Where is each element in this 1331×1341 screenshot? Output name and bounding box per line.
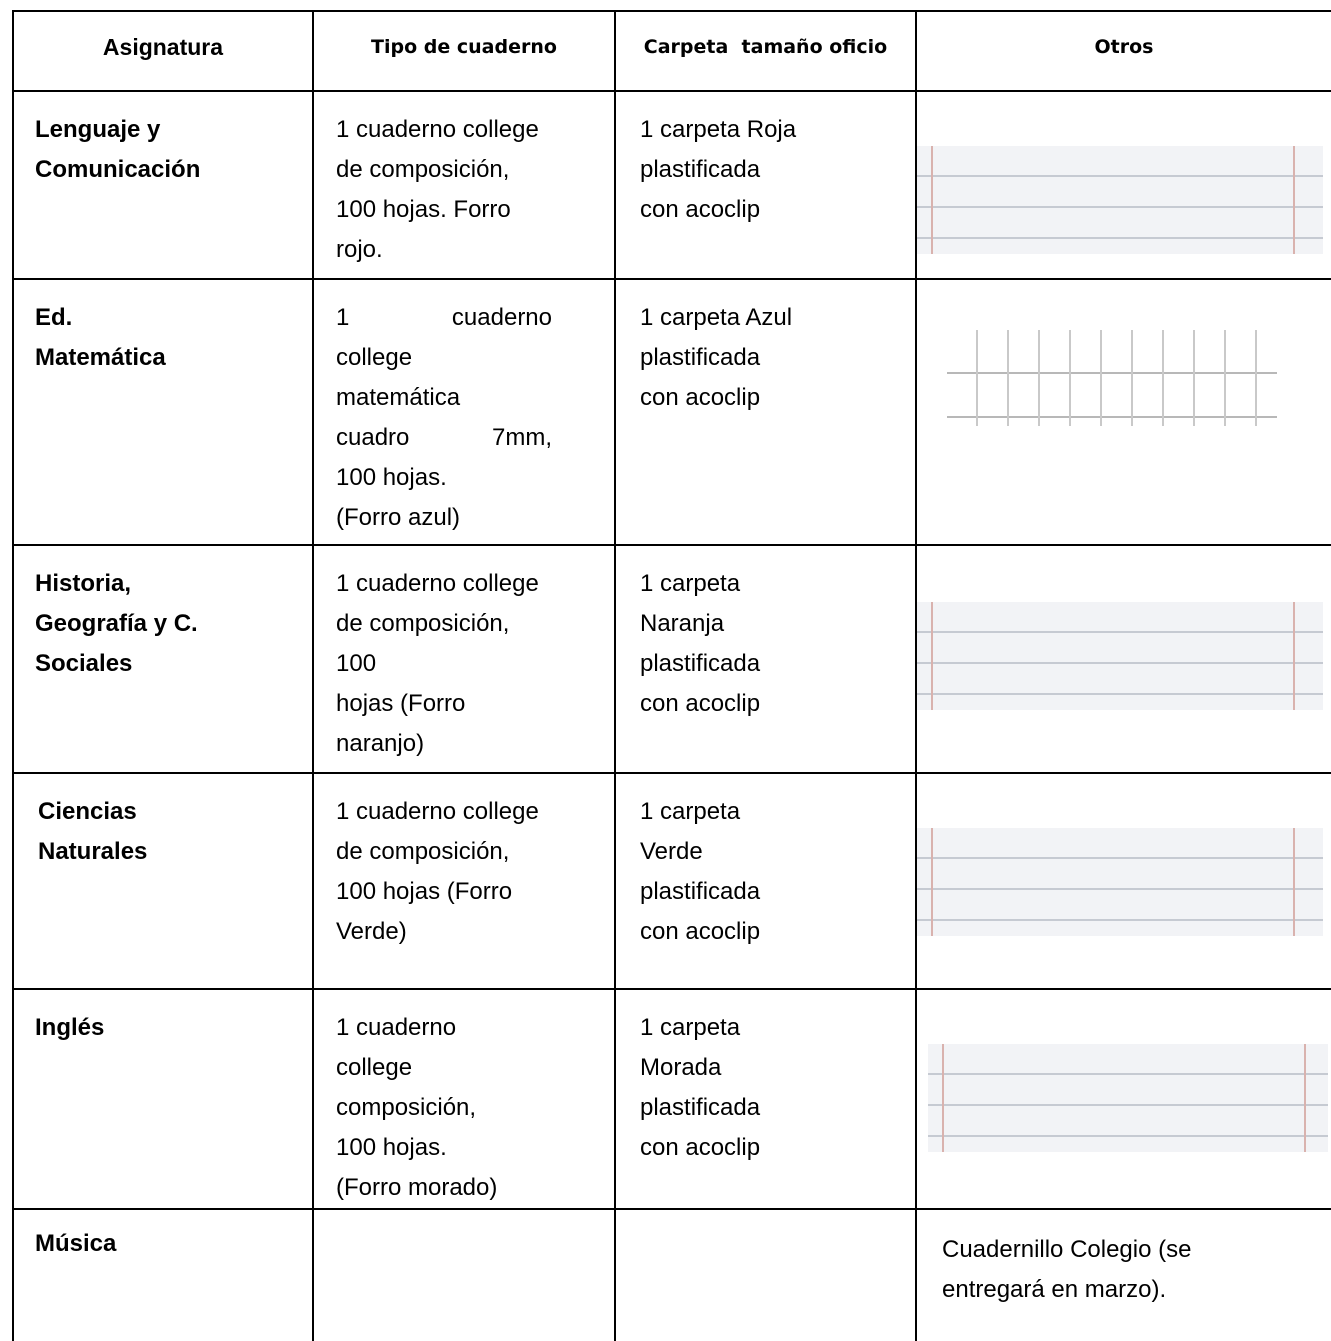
notebook-cell: [336, 792, 539, 952]
folder-cell: [640, 564, 760, 724]
subject-line: Lenguaje y: [35, 116, 161, 143]
notebook-line: 100 hojas. Forro: [336, 196, 511, 223]
folder-line: 1 carpeta Roja: [640, 116, 797, 143]
notebook-line: Verde): [336, 918, 407, 945]
notebook-line: matemática: [336, 384, 461, 411]
subject-line: Ciencias: [38, 798, 137, 825]
notebook-line: (Forro azul): [336, 504, 461, 531]
subject-cell: [35, 110, 200, 190]
notebook-line: 1 cuaderno college: [336, 116, 539, 143]
notebook-cell: [336, 564, 539, 764]
table-top-border: [12, 10, 1331, 12]
folder-line: con acoclip: [640, 1134, 761, 1161]
subject-line: Inglés: [35, 1014, 105, 1041]
other-line: Cuadernillo Colegio (se: [942, 1236, 1192, 1263]
subject-line: Música: [35, 1230, 117, 1257]
notebook-line: 100 hojas.: [336, 1134, 447, 1161]
folder-cell: [640, 298, 792, 418]
notebook-line: 1 cuaderno: [336, 1014, 457, 1041]
row-border: [12, 544, 1331, 546]
folder-cell: [640, 792, 760, 952]
table-left-border: [12, 10, 14, 1341]
notebook-cell: [336, 1008, 497, 1208]
header-asignatura: Asignatura: [102, 34, 224, 60]
other-cell: [942, 1230, 1191, 1310]
subject-line: Matemática: [35, 344, 166, 371]
subject-cell: [38, 792, 147, 872]
column-divider: [614, 10, 616, 1341]
grid-paper-image: [947, 330, 1277, 426]
header-tipo-cuaderno: Tipo de cuaderno: [371, 36, 557, 58]
notebook-line: 1 cuaderno college: [336, 570, 539, 597]
folder-line: plastificada: [640, 344, 761, 371]
lined-paper-image: [917, 602, 1323, 710]
notebook-line: de composición,: [336, 610, 510, 637]
folder-line: con acoclip: [640, 384, 761, 411]
folder-line: plastificada: [640, 1094, 761, 1121]
folder-line: con acoclip: [640, 196, 761, 223]
subject-cell: [35, 298, 166, 378]
subject-line: Naturales: [38, 838, 148, 865]
row-border: [12, 772, 1331, 774]
notebook-line: 100 hojas.: [336, 464, 447, 491]
folder-line: Verde: [640, 838, 703, 865]
notebook-cell: [336, 298, 552, 538]
header-otros: Otros: [1094, 36, 1154, 58]
folder-line: 1 carpeta: [640, 570, 741, 597]
subject-cell: [35, 564, 198, 684]
lined-paper-image: [917, 828, 1323, 936]
notebook-line: (Forro morado): [336, 1174, 498, 1201]
notebook-line: hojas (Forro: [336, 690, 466, 717]
subject-line: Historia,: [35, 570, 132, 597]
notebook-line: composición,: [336, 1094, 477, 1121]
folder-line: plastificada: [640, 878, 761, 905]
row-border: [12, 988, 1331, 990]
folder-line: 1 carpeta: [640, 1014, 741, 1041]
folder-line: Naranja: [640, 610, 725, 637]
folder-line: 1 carpeta Azul: [640, 304, 793, 331]
notebook-line: naranjo): [336, 730, 425, 757]
subject-line: Geografía y C.: [35, 610, 198, 637]
lined-paper-image: [917, 146, 1323, 254]
column-divider: [312, 10, 314, 1341]
folder-line: Morada: [640, 1054, 722, 1081]
folder-line: con acoclip: [640, 690, 761, 717]
folder-cell: [640, 110, 796, 230]
subject-line: Sociales: [35, 650, 133, 677]
row-border: [12, 278, 1331, 280]
notebook-line: 1 cuaderno college: [336, 798, 539, 825]
subject-cell: [35, 1008, 104, 1048]
folder-line: 1 carpeta: [640, 798, 741, 825]
notebook-line: rojo.: [336, 236, 383, 263]
folder-line: plastificada: [640, 156, 761, 183]
folder-line: plastificada: [640, 650, 761, 677]
header-row-border: [12, 90, 1331, 92]
notebook-line: college: [336, 344, 413, 371]
other-line: entregará en marzo).: [942, 1276, 1167, 1303]
notebook-line: cuadro 7mm,: [336, 424, 552, 451]
row-border: [12, 1208, 1331, 1210]
notebook-line: 100 hojas (Forro: [336, 878, 513, 905]
subject-line: Ed.: [35, 304, 73, 331]
notebook-line: de composición,: [336, 838, 510, 865]
header-carpeta: Carpeta tamaño oficio: [643, 36, 888, 58]
notebook-line: 100: [336, 650, 377, 677]
notebook-line: 1 cuaderno: [336, 304, 552, 331]
notebook-line: college: [336, 1054, 413, 1081]
lined-paper-image: [928, 1044, 1328, 1152]
subject-line: Comunicación: [35, 156, 201, 183]
notebook-line: de composición,: [336, 156, 510, 183]
notebook-cell: [336, 110, 539, 270]
folder-cell: [640, 1008, 760, 1168]
folder-line: con acoclip: [640, 918, 761, 945]
subject-cell: [35, 1224, 116, 1264]
